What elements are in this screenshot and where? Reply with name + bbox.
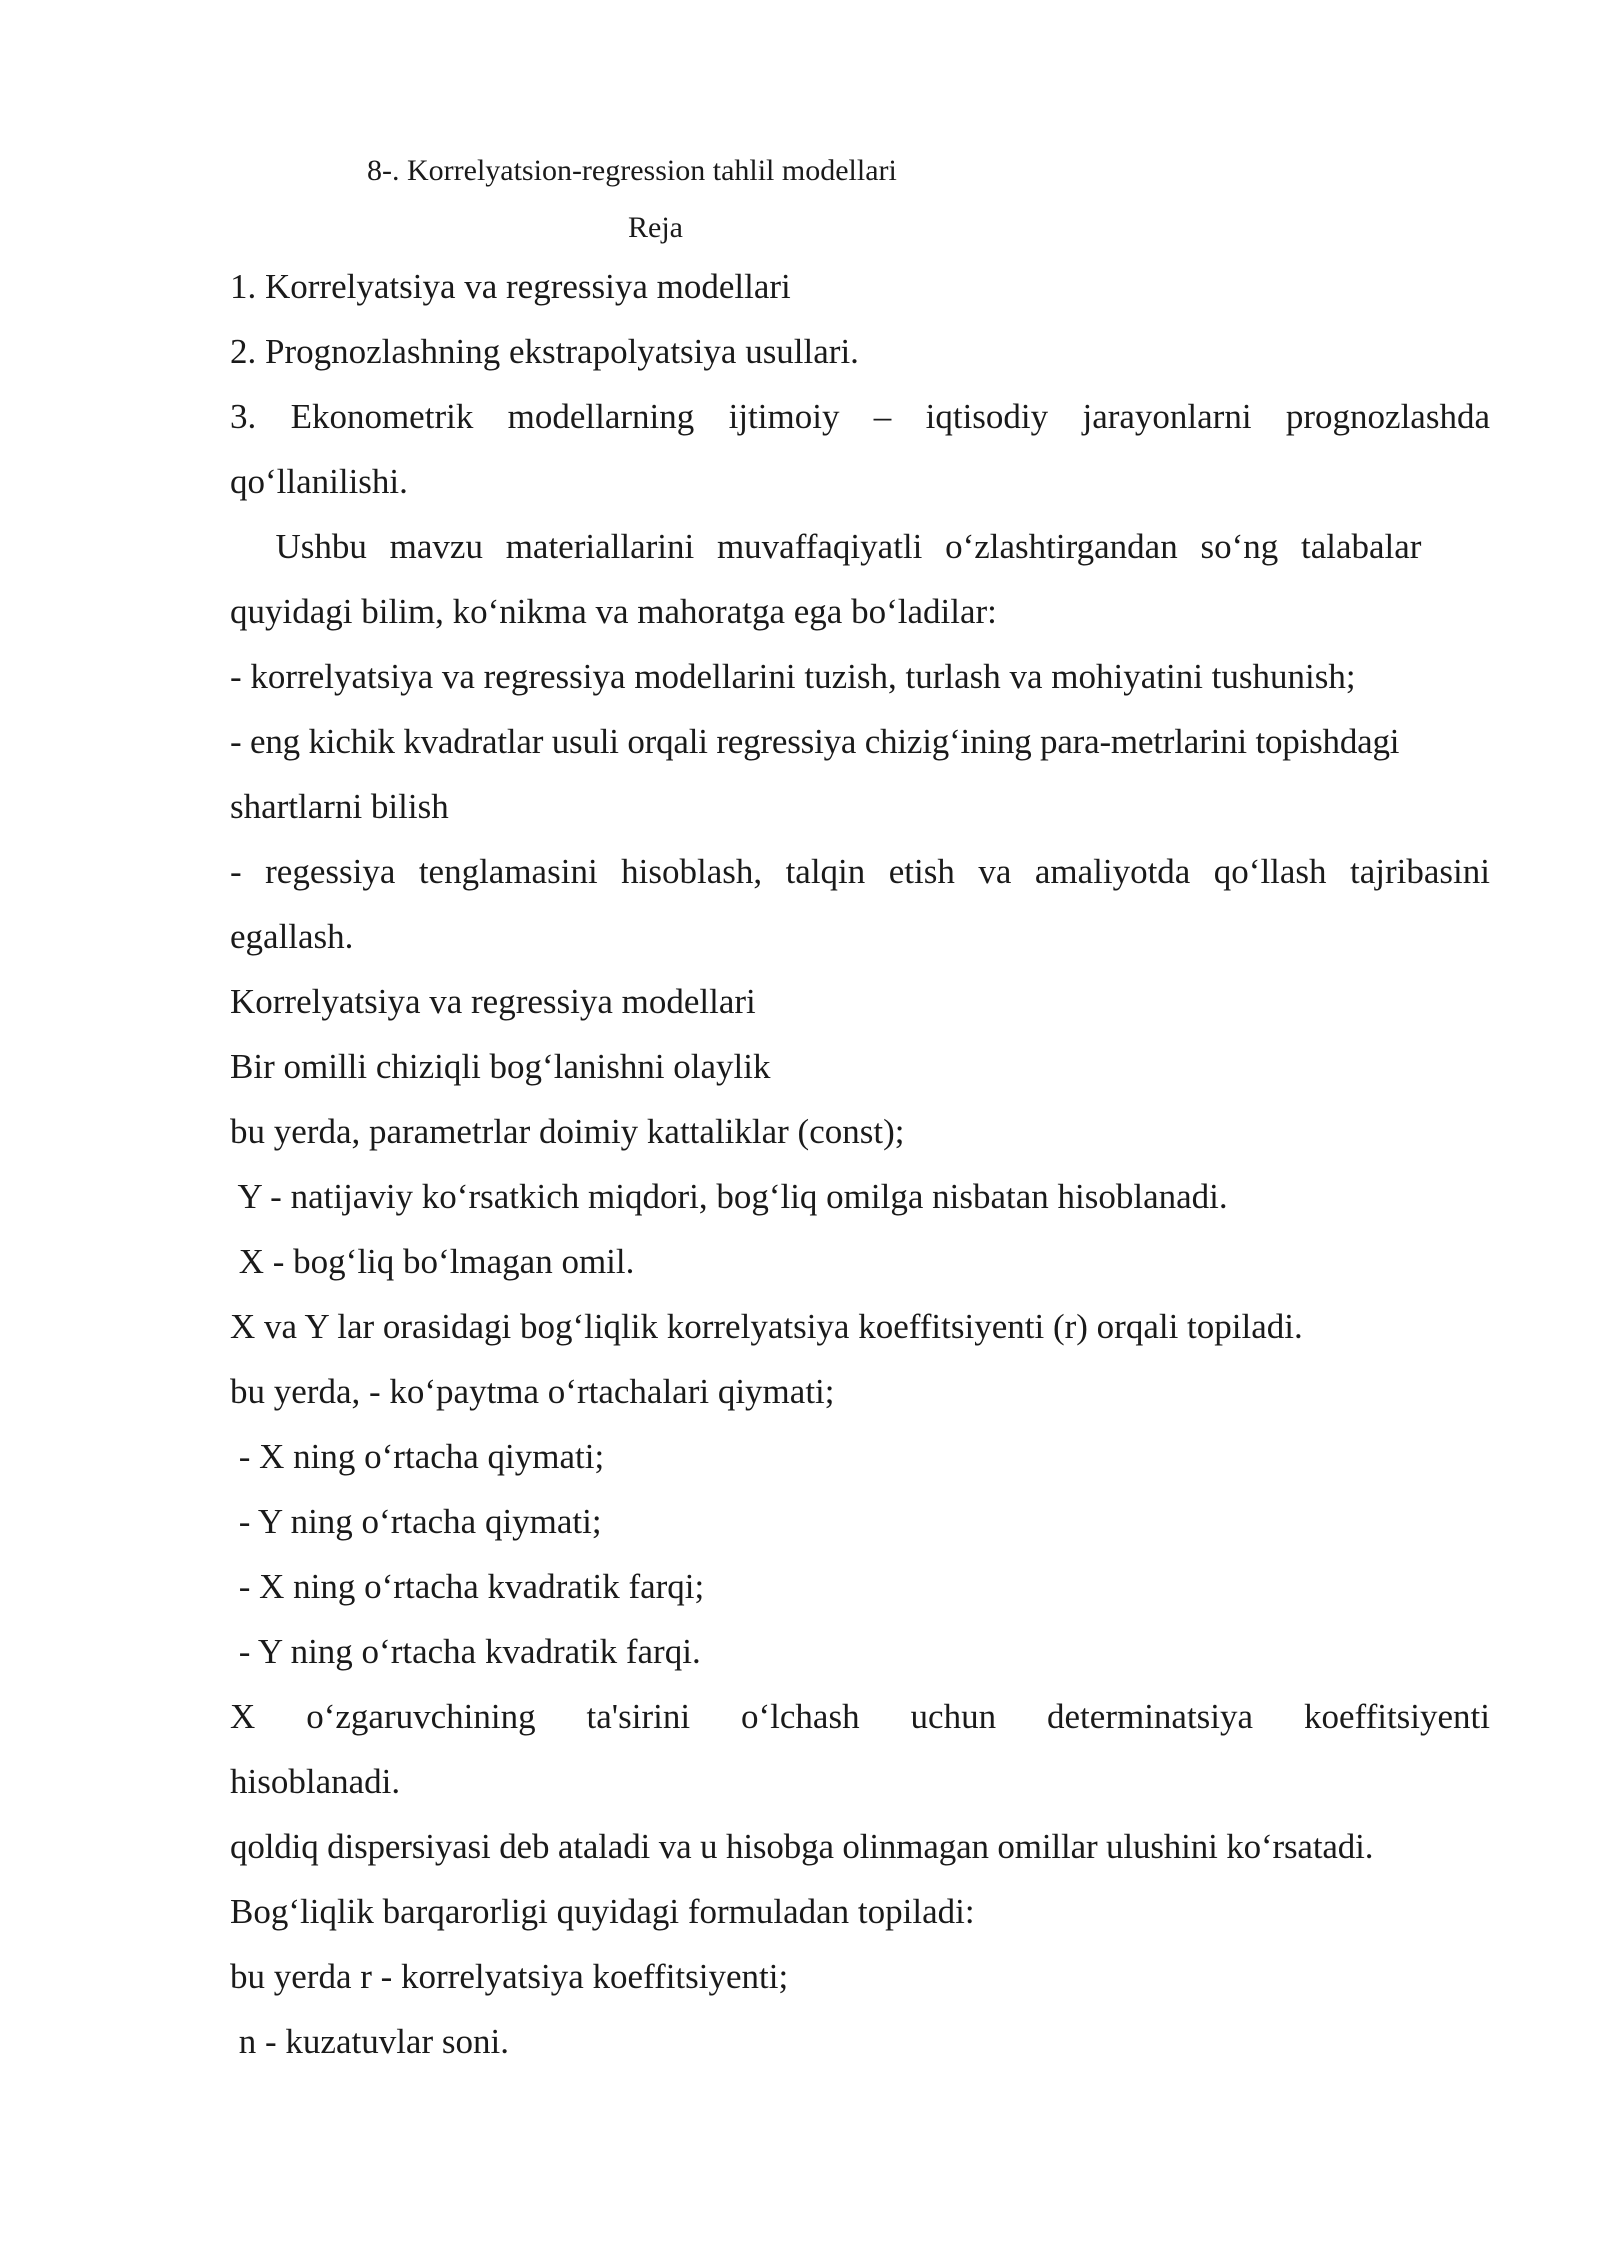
body-line: bu yerda r - korrelyatsiya koeffitsiyenti; bbox=[230, 1957, 789, 1996]
body-line: Bir omilli chiziqli bog‘lanishni olaylik bbox=[230, 1047, 771, 1086]
intro-paragraph-line: quyidagi bilim, ko‘nikma va mahoratga ega bo‘ladilar: bbox=[230, 592, 997, 631]
definition-line: - Y ning o‘rtacha qiymati; bbox=[230, 1502, 602, 1541]
section-heading: Korrelyatsiya va regressiya modellari bbox=[230, 982, 756, 1021]
body-line: Bog‘liqlik barqarorligi quyidagi formuladan topiladi: bbox=[230, 1892, 975, 1931]
body-line: bu yerda, - ko‘paytma o‘rtachalari qiymati; bbox=[230, 1372, 835, 1411]
definition-line: X - bog‘liq bo‘lmagan omil. bbox=[230, 1242, 635, 1281]
document-title: 8-. Korrelyatsion-regression tahlil modellari bbox=[367, 154, 897, 187]
goal-item: - korrelyatsiya va regressiya modellarini tuzish, turlash va mohiyatini tushunish; bbox=[230, 657, 1356, 696]
plan-item-2: 2. Prognozlashning ekstrapolyatsiya usullari. bbox=[230, 332, 859, 371]
body-line: bu yerda, parametrlar doimiy kattaliklar (const); bbox=[230, 1112, 905, 1151]
goal-item-continued: egallash. bbox=[230, 917, 354, 956]
goal-item: - regessiya tenglamasini hisoblash, talqin etish va amaliyotda qo‘llash tajribasini bbox=[230, 852, 1490, 891]
plan-item-3-continued: qo‘llanilishi. bbox=[230, 462, 408, 501]
definition-line: - Y ning o‘rtacha kvadratik farqi. bbox=[230, 1632, 701, 1671]
goal-item: - eng kichik kvadratlar usuli orqali regressiya chizig‘ining para-metrlarini topishdagi bbox=[230, 722, 1400, 761]
intro-paragraph-line: Ushbu mavzu materiallarini muvaffaqiyatli o‘zlashtirgandan so‘ng talabalar bbox=[230, 527, 1422, 566]
plan-item-1: 1. Korrelyatsiya va regressiya modellari bbox=[230, 267, 791, 306]
definition-line: n - kuzatuvlar soni. bbox=[230, 2022, 509, 2061]
goal-item-continued: shartlarni bilish bbox=[230, 787, 449, 826]
body-line-continued: hisoblanadi. bbox=[230, 1762, 401, 1801]
body-line: qoldiq dispersiyasi deb ataladi va u hisobga olinmagan omillar ulushini ko‘rsatadi. bbox=[230, 1827, 1374, 1866]
plan-heading: Reja bbox=[628, 211, 683, 244]
body-line: X o‘zgaruvchining ta'sirini o‘lchash uchun determinatsiya koeffitsiyenti bbox=[230, 1697, 1490, 1736]
definition-line: Y - natijaviy ko‘rsatkich miqdori, bog‘liq omilga nisbatan hisoblanadi. bbox=[230, 1177, 1228, 1216]
definition-line: - X ning o‘rtacha kvadratik farqi; bbox=[230, 1567, 705, 1606]
body-line: X va Y lar orasidagi bog‘liqlik korrelyatsiya koeffitsiyenti (r) orqali topiladi. bbox=[230, 1307, 1303, 1346]
plan-item-3: 3. Ekonometrik modellarning ijtimoiy – iqtisodiy jarayonlarni prognozlashda bbox=[230, 397, 1490, 436]
definition-line: - X ning o‘rtacha qiymati; bbox=[230, 1437, 605, 1476]
